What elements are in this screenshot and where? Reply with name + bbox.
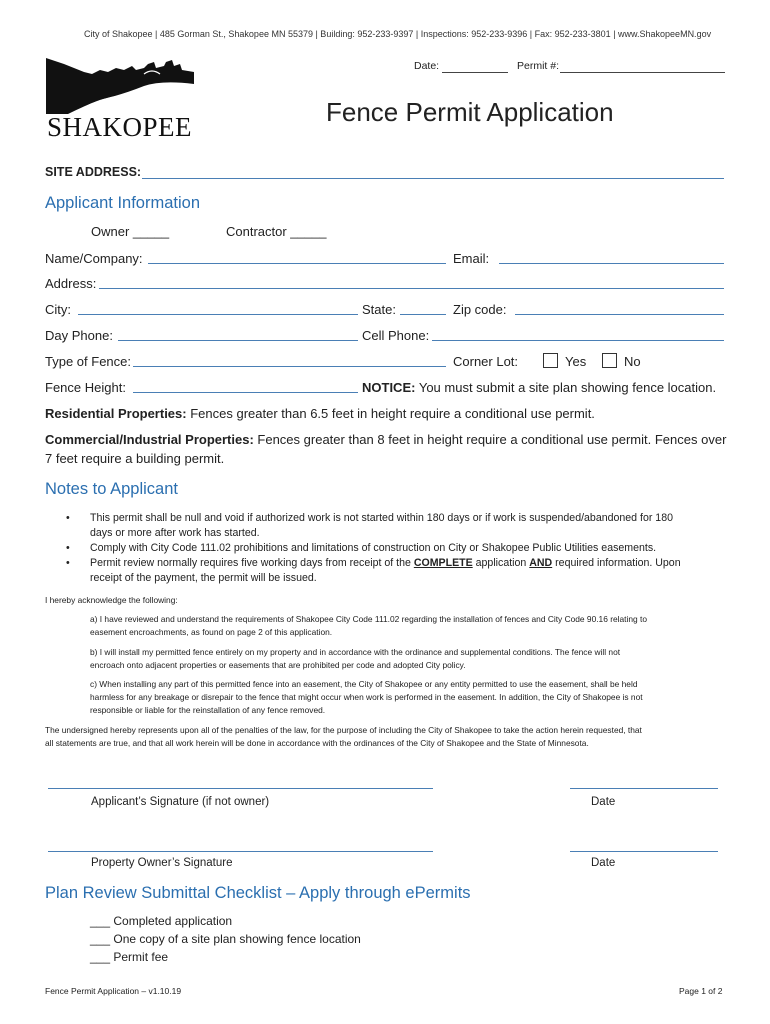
checklist-item-2[interactable]: ___ One copy of a site plan showing fence location xyxy=(90,932,361,946)
permit-field[interactable] xyxy=(560,72,725,73)
city-label: City: xyxy=(45,302,71,317)
notes-heading: Notes to Applicant xyxy=(45,480,178,498)
applicant-info-heading: Applicant Information xyxy=(45,194,201,212)
email-label: Email: xyxy=(453,251,490,266)
ack-b-line-1: b) I will install my permitted fence entirely on my property and in accordance with the ordinance and supplemental conditions. The fence will not xyxy=(90,647,621,657)
owner-date-label: Date xyxy=(591,857,616,869)
ack-b-line-2: encroach onto adjacent properties or easements that are prohibited per code and adopted City policy. xyxy=(90,660,466,670)
bullet-icon: • xyxy=(66,542,70,554)
note-3-pre: Permit review normally requires five working days from receipt of the xyxy=(90,557,411,569)
residential-text: Fences greater than 6.5 feet in height require a conditional use permit. xyxy=(190,406,595,421)
owner-option[interactable]: Owner _____ xyxy=(91,224,170,239)
ack-a-line-1: a) I have reviewed and understand the requirements of Shakopee City Code 111.02 regarding the installation of fences and City Code 90.16 relating to xyxy=(90,614,647,624)
day-phone-label: Day Phone: xyxy=(45,328,113,343)
checklist-heading: Plan Review Submittal Checklist – Apply through ePermits xyxy=(45,884,471,902)
residential-rule xyxy=(45,406,595,421)
notice-label: NOTICE: xyxy=(362,380,416,395)
note-3-complete: COMPLETE xyxy=(413,557,473,569)
commercial-text-1: Fences greater than 8 feet in height require a conditional use permit. Fences over xyxy=(257,432,727,447)
city-logo xyxy=(44,56,204,146)
state-field[interactable] xyxy=(400,314,446,315)
date-field[interactable] xyxy=(442,72,508,73)
address-field[interactable] xyxy=(99,288,724,289)
checklist-item-1[interactable]: ___ Completed application xyxy=(90,914,233,928)
applicant-signature-field[interactable] xyxy=(48,788,433,789)
skyline-icon xyxy=(44,56,204,116)
note-3-and: AND xyxy=(529,557,553,569)
cell-phone-label: Cell Phone: xyxy=(362,328,430,343)
zip-label: Zip code: xyxy=(453,302,507,317)
note-3-post: required information. Upon xyxy=(555,557,681,569)
city-field[interactable] xyxy=(78,314,358,315)
note-3 xyxy=(90,556,681,586)
logo-text: SHAKOPEE xyxy=(47,112,193,142)
commercial-rule xyxy=(45,432,726,447)
name-company-label: Name/Company: xyxy=(45,251,143,266)
permit-label: Permit #: xyxy=(517,60,560,72)
fence-height-field[interactable] xyxy=(133,392,358,393)
ack-c-line-1: c) When installing any part of this permitted fence into an easement, the City of Shakopee or any entity permitted to use the easement, shall be held xyxy=(90,679,638,689)
ack-a-line-2: easement encroachments, as found on page 2 of this application. xyxy=(90,627,333,637)
owner-date-field[interactable] xyxy=(570,851,718,852)
footer-page: Page 1 of 2 xyxy=(679,986,723,996)
undersigned-line-1: The undersigned hereby represents upon all of the penalties of the law, for the purpose of including the City of Shakopee to take the action herein requested, that xyxy=(45,725,642,735)
acknowledge-text: I hereby acknowledge the following: xyxy=(45,595,178,605)
note-3-mid: application xyxy=(475,557,527,569)
checklist-item-3[interactable]: ___ Permit fee xyxy=(90,950,169,964)
date-label: Date: xyxy=(414,60,440,72)
ack-c xyxy=(90,678,643,717)
day-phone-field[interactable] xyxy=(118,340,358,341)
type-of-fence-label: Type of Fence: xyxy=(45,354,131,369)
note-2: Comply with City Code 111.02 prohibitions and limitations of construction on City or Shakopee Public Utilities easements. xyxy=(90,542,657,554)
ack-a xyxy=(90,613,647,639)
notice-text: You must submit a site plan showing fence location. xyxy=(418,380,717,395)
page-title: Fence Permit Application xyxy=(326,97,614,127)
note-3-line-2: receipt of the payment, the permit will be issued. xyxy=(90,572,317,584)
bullet-icon: • xyxy=(66,512,70,524)
site-address-field[interactable] xyxy=(142,178,724,179)
footer-version: Fence Permit Application – v1.10.19 xyxy=(45,986,182,996)
bullet-icon: • xyxy=(66,557,70,569)
undersigned-line-2: all statements are true, and that all work herein will be done in accordance with the ordinances of the City of Shakopee and the State of Minnesota. xyxy=(45,738,589,748)
undersigned-text xyxy=(45,724,642,750)
applicant-signature-label: Applicant’s Signature (if not owner) xyxy=(91,796,270,808)
ack-b xyxy=(90,646,620,672)
cell-phone-field[interactable] xyxy=(432,340,724,341)
note-1-line-2: days or more after work has started. xyxy=(90,527,260,539)
name-company-field[interactable] xyxy=(148,263,446,264)
commercial-text-2: 7 feet require a building permit. xyxy=(45,451,225,466)
state-label: State: xyxy=(362,302,396,317)
ack-c-line-2: harmless for any breakage or disrepair to the fence that might occur when work is performed in the easement. In addition, the City of Shakopee is not xyxy=(90,692,643,702)
applicant-date-label: Date xyxy=(591,796,616,808)
corner-lot-no-checkbox[interactable] xyxy=(602,353,617,368)
address-label: Address: xyxy=(45,276,97,291)
zip-field[interactable] xyxy=(515,314,724,315)
type-of-fence-field[interactable] xyxy=(133,366,446,367)
commercial-label: Commercial/Industrial Properties: xyxy=(45,432,254,447)
owner-signature-label: Property Owner’s Signature xyxy=(91,857,233,869)
ack-c-line-3: responsible or liable for the reinstallation of any fence removed. xyxy=(90,705,326,715)
corner-lot-label: Corner Lot: xyxy=(453,354,519,369)
owner-signature-field[interactable] xyxy=(48,851,433,852)
contractor-option[interactable]: Contractor _____ xyxy=(226,224,327,239)
corner-lot-yes-checkbox[interactable] xyxy=(543,353,558,368)
applicant-date-field[interactable] xyxy=(570,788,718,789)
corner-lot-yes-label: Yes xyxy=(565,354,587,369)
residential-label: Residential Properties: xyxy=(45,406,187,421)
note-1 xyxy=(90,511,720,541)
site-address-label: SITE ADDRESS: xyxy=(45,165,142,179)
note-1-line-1: This permit shall be null and void if authorized work is not started within 180 days or if work is suspended/abandoned for 180 xyxy=(90,512,673,524)
email-field[interactable] xyxy=(499,263,724,264)
header-contact: City of Shakopee | 485 Gorman St., Shakopee MN 55379 | Building: 952-233-9397 | Inspections: 952-233-9396 | Fax: 952-233-3801 | www.ShakopeeMN.gov xyxy=(84,29,712,39)
notice xyxy=(362,380,716,395)
fence-height-label: Fence Height: xyxy=(45,380,126,395)
corner-lot-no-label: No xyxy=(624,354,641,369)
